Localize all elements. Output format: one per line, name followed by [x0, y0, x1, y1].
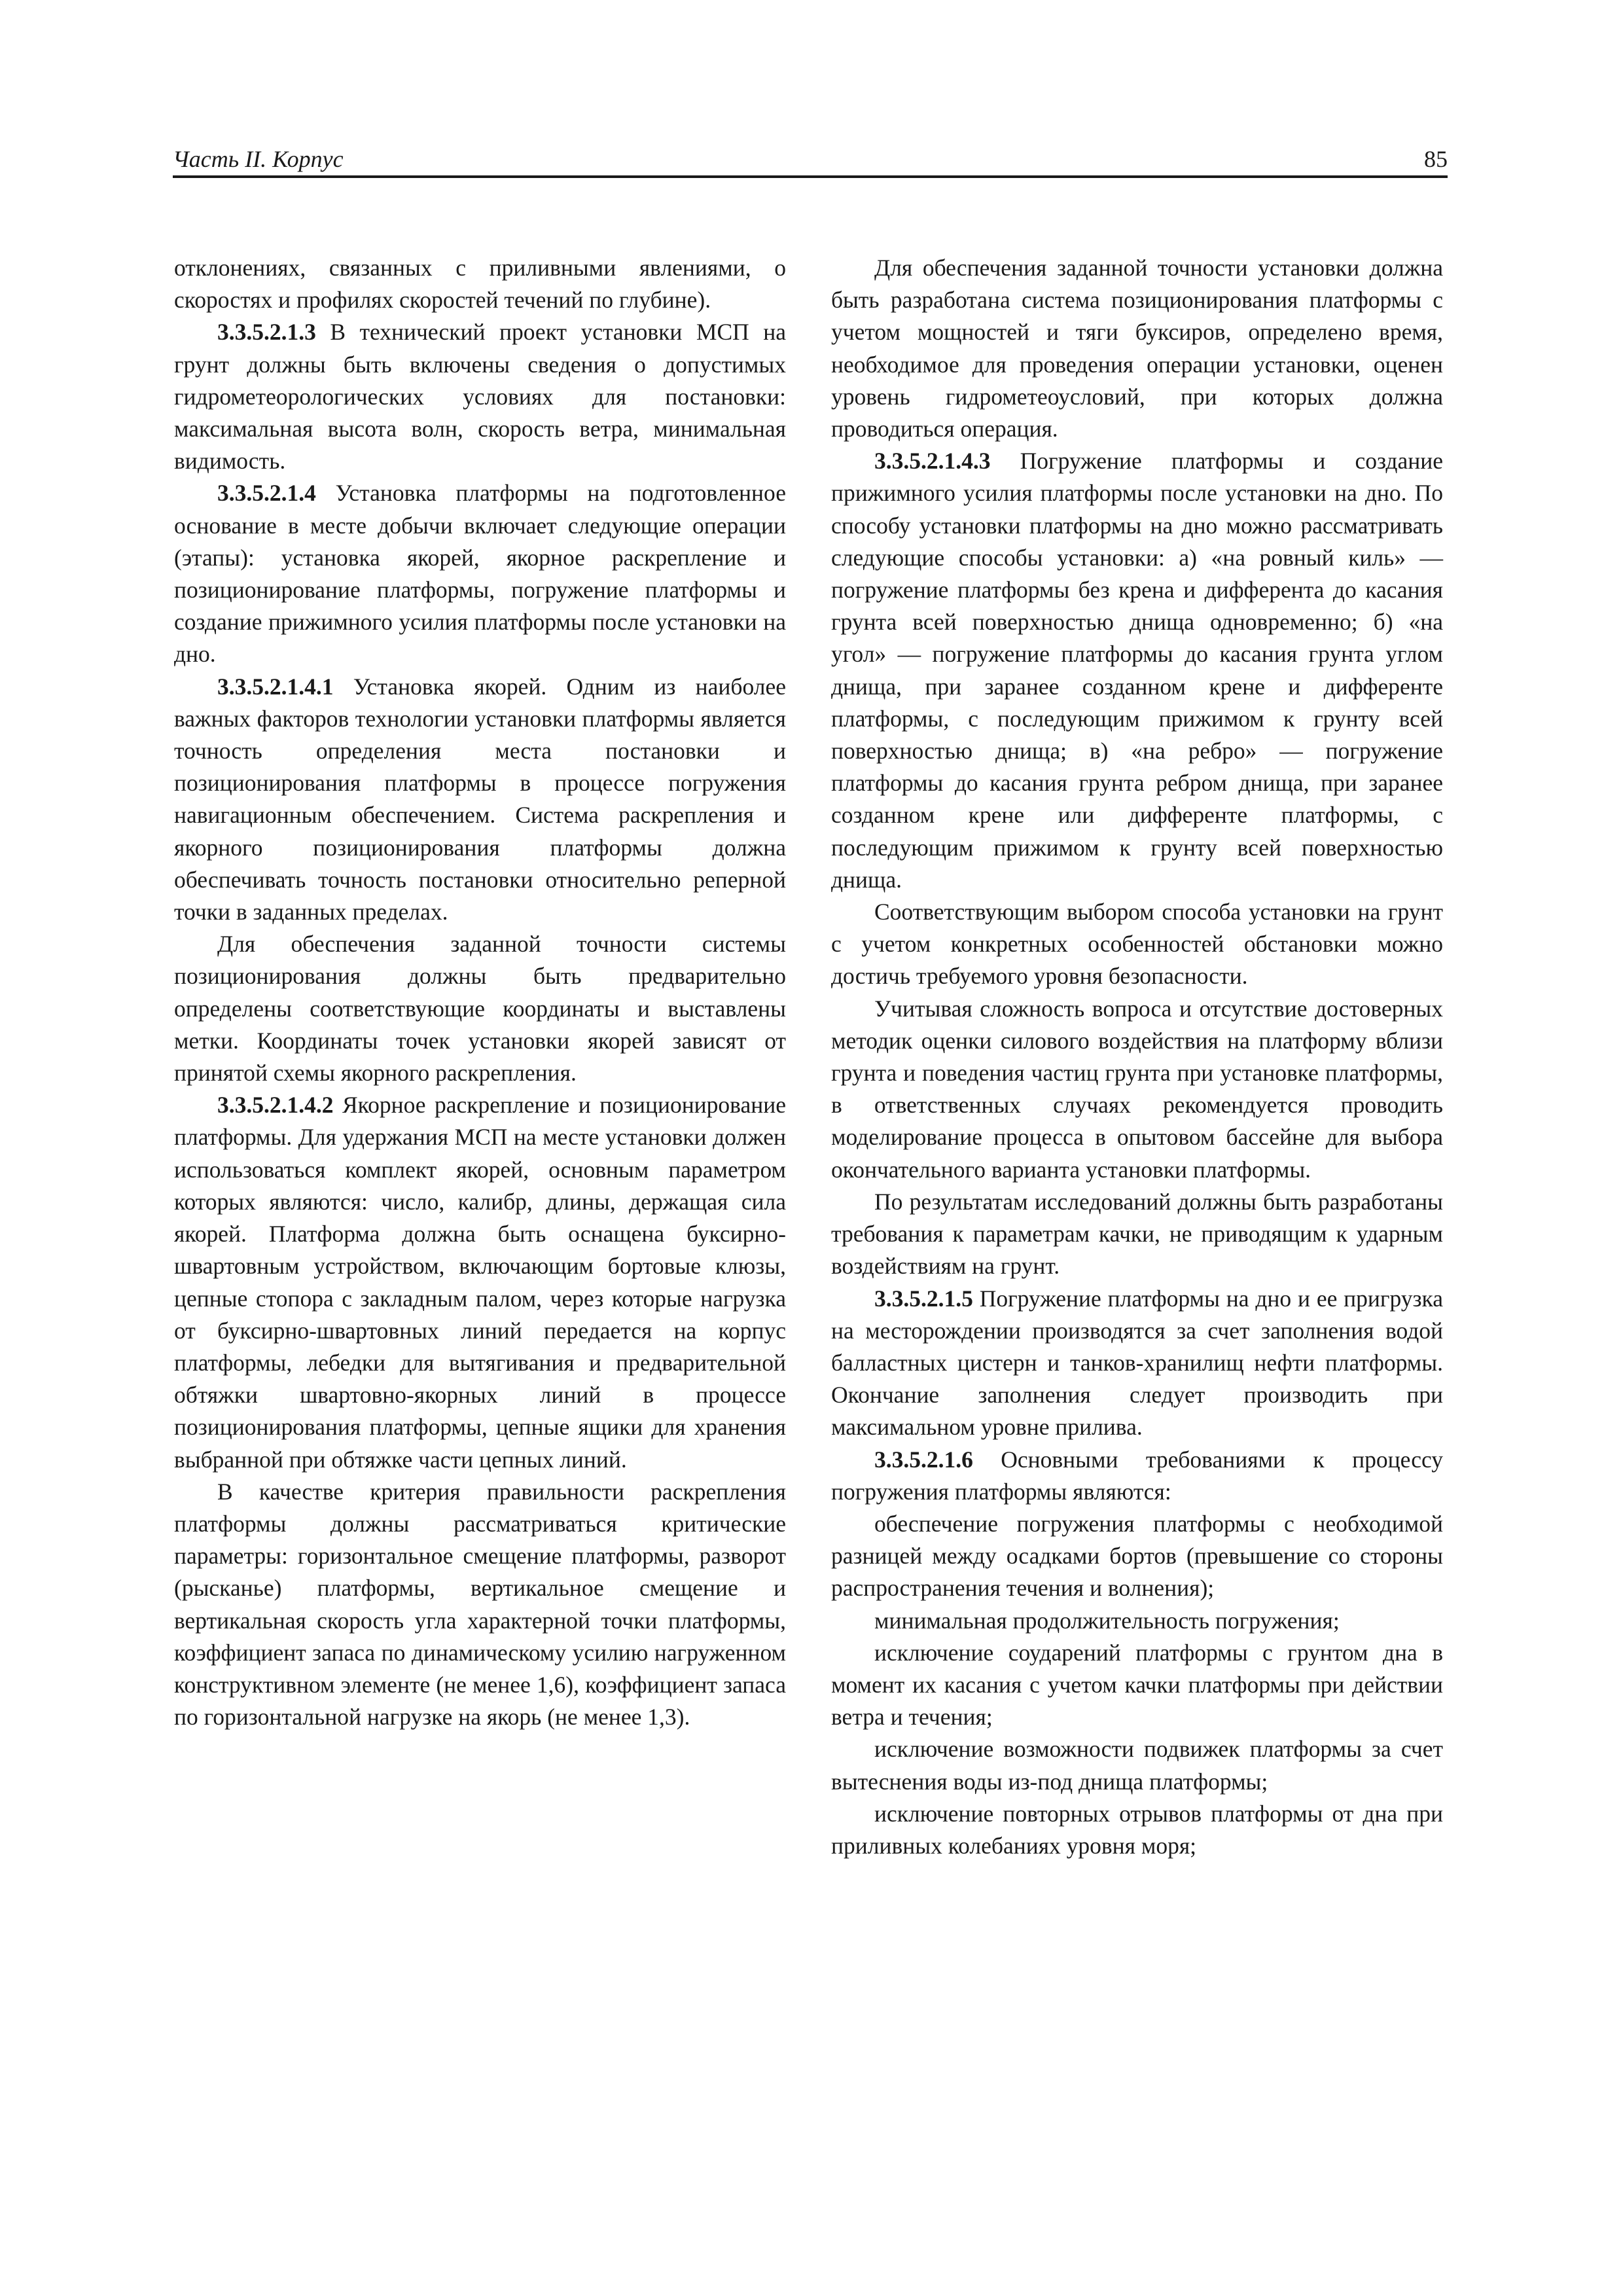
paragraph-text: Погружение платформы и создание прижимного усилия платформы после установки на дно. По способу установки платформы на дно можно рассматривать следующие способы установки: а) «на ровный киль» — погружение платформы без крена и дифферента до касания грунта всей поверхностью днища одновременно; б) «на угол» — погружение платформы до касания грунта углом днища, при заранее созданном крене и дифференте платформы, с последующим прижимом к грунту всей поверхностью днища; в) «на ребро» — погружение платформы до касания грунта ребром днища, при заранее созданном крене или дифференте платформы, с последующим прижимом к грунту всей поверхностью днища. [831, 448, 1443, 893]
paragraph-text: отклонениях, связанных с приливными явлениями, о скоростях и профилях скоростей течений по глубине). [174, 255, 786, 314]
paragraph-text: В технический проект установки МСП на грунт должны быть включены сведения о допустимых гидрометеорологических условиях для постановки: максимальная высота волн, скорость ветра, минимальная видимость. [174, 319, 786, 475]
clause-number: 3.3.5.2.1.4.2 [217, 1092, 334, 1119]
paragraph [174, 252, 786, 316]
paragraph [831, 252, 1443, 445]
paragraph-text: Основными требованиями к процессу погружения платформы являются: [831, 1446, 1443, 1505]
clause-number: 3.3.5.2.1.5 [874, 1285, 973, 1312]
paragraph-text: Для обеспечения заданной точности установки должна быть разработана система позиционирования платформы с учетом мощностей и тяги буксиров, определено время, необходимое для проведения операции установки, оценен уровень гидрометеоусловий, при которых должна проводиться операция. [831, 255, 1443, 442]
paragraph-text: минимальная продолжительность погружения; [874, 1607, 1340, 1634]
paragraph [174, 477, 786, 670]
paragraph [174, 671, 786, 929]
running-header-title: Часть II. Корпус [173, 146, 344, 172]
paragraph-text: исключение соударений платформы с грунтом дна в момент их касания с учетом качки платформы при действии ветра и течения; [831, 1639, 1443, 1731]
clause-number: 3.3.5.2.1.4.3 [874, 448, 991, 475]
page-number: 85 [1424, 146, 1448, 172]
list-item [831, 1637, 1443, 1734]
paragraph-text: Погружение платформы на дно и ее пригрузка на месторождении производятся за счет заполнения водой балластных цистерн и танков-хранилищ нефти платформы. Окончание заполнения следует производить при максимальном уровне прилива. [831, 1285, 1443, 1441]
paragraph [831, 1186, 1443, 1283]
paragraph-text: обеспечение погружения платформы с необходимой разницей между осадками бортов (превышение со стороны распространения течения и волнения); [831, 1510, 1443, 1602]
paragraph-text: По результатам исследований должны быть разработаны требования к параметрам качки, не приводящим к ударным воздействиям на грунт. [831, 1188, 1443, 1280]
paragraph [174, 1089, 786, 1475]
paragraph-text: исключение повторных отрывов платформы от дна при приливных колебаниях уровня моря; [831, 1800, 1443, 1859]
paragraph [831, 896, 1443, 993]
paragraph [831, 1283, 1443, 1444]
list-item [831, 1508, 1443, 1605]
clause-number: 3.3.5.2.1.4.1 [217, 673, 334, 700]
paragraph [831, 445, 1443, 896]
paragraph [174, 316, 786, 477]
list-item [831, 1605, 1443, 1637]
paragraph-text: Установка якорей. Одним из наиболее важных факторов технологии установки платформы является точность определения места постановки и позиционирования платформы в процессе погружения навигационным обеспечением. Система раскрепления и якорного позиционирования платформы должна обеспечивать точность постановки относительно реперной точки в заданных пределах. [174, 673, 786, 925]
header-rule [173, 175, 1448, 178]
paragraph-text: Установка платформы на подготовленное основание в месте добычи включает следующие операции (этапы): установка якорей, якорное раскрепление и позиционирование платформы, погружение платформы и создание прижимного усилия платформы после установки на дно. [174, 480, 786, 668]
paragraph [174, 928, 786, 1089]
paragraph [831, 1444, 1443, 1508]
paragraph-text: В качестве критерия правильности раскрепления платформы должны рассматриваться критические параметры: горизонтальное смещение платформы, разворот (рысканье) платформы, вертикальное смещение и вертикальная скорость угла характерной точки платформы, коэффициент запаса по динамическому усилию нагруженном конструктивном элементе (не менее 1,6), коэффициент запаса по горизонтальной нагрузке на якорь (не менее 1,3). [174, 1478, 786, 1731]
list-item [831, 1798, 1443, 1862]
paragraph-text: Учитывая сложность вопроса и отсутствие достоверных методик оценки силового воздействия на платформу вблизи грунта и поведения частиц грунта при установке платформы, в ответственных случаях рекомендуется проводить моделирование процесса в опытовом бассейне для выбора окончательного варианта установки платформы. [831, 995, 1443, 1183]
paragraph-text: исключение возможности подвижек платформы за счет вытеснения воды из-под днища платформы; [831, 1736, 1443, 1795]
left-column [174, 252, 786, 1733]
paragraph [174, 1476, 786, 1734]
right-column [831, 252, 1443, 1862]
clause-number: 3.3.5.2.1.6 [874, 1446, 973, 1473]
paragraph-text: Для обеспечения заданной точности системы позиционирования должны быть предварительно определены соответствующие координаты и выставлены метки. Координаты точек установки якорей зависят от принятой схемы якорного раскрепления. [174, 931, 786, 1086]
clause-number: 3.3.5.2.1.4 [217, 480, 316, 507]
paragraph-text: Соответствующим выбором способа установки на грунт с учетом конкретных особенностей обстановки можно достичь требуемого уровня безопасности. [831, 899, 1443, 990]
running-header [173, 143, 1448, 179]
paragraph-text: Якорное раскрепление и позиционирование платформы. Для удержания МСП на месте установки должен использоваться комплект якорей, основным параметром которых являются: число, калибр, длины, держащая сила якорей. Платформа должна быть оснащена буксирно-швартовным устройством, включающим бортовые клюзы, цепные стопора с закладным палом, через которые нагрузка от буксирно-швартовных линий передается на корпус платформы, лебедки для вытягивания и предварительной обтяжки швартовно-якорных линий в процессе позиционирования платформы, цепные ящики для хранения выбранной при обтяжке части цепных линий. [174, 1092, 786, 1473]
clause-number: 3.3.5.2.1.3 [217, 319, 316, 346]
paragraph [831, 993, 1443, 1186]
list-item [831, 1733, 1443, 1797]
